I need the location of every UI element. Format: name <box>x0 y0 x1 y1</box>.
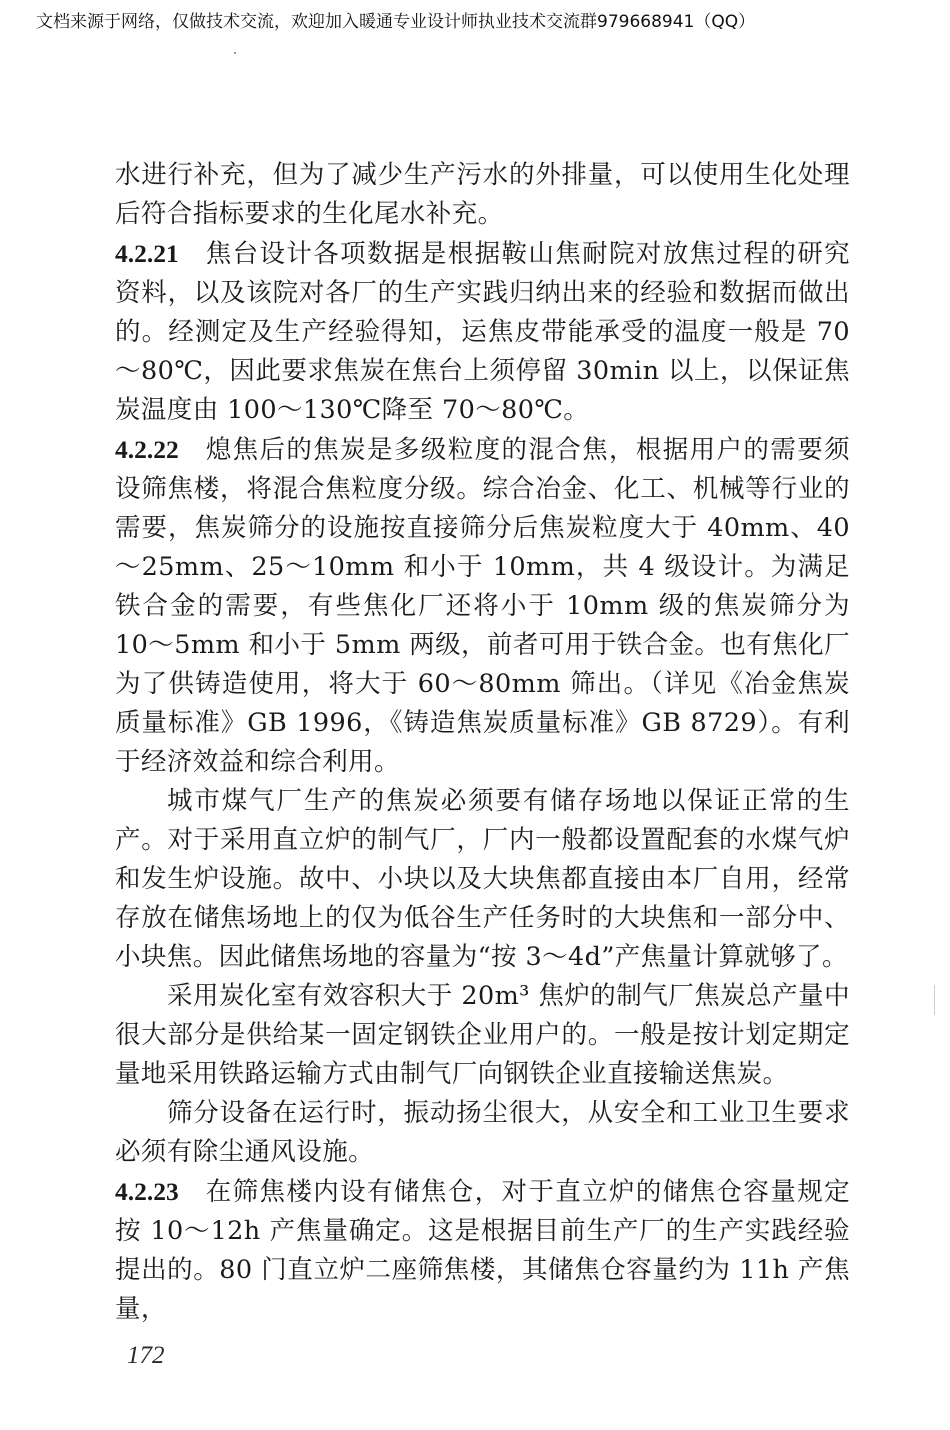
scan-speck <box>234 52 236 54</box>
paragraph-coke-storage <box>115 782 850 977</box>
clause-4-2-21 <box>115 234 850 430</box>
paragraph-coke-transport <box>115 977 850 1094</box>
clause-4-2-23 <box>115 1172 850 1329</box>
clause-number: 4.2.21 <box>115 239 179 268</box>
clause-4-2-22 <box>115 430 850 782</box>
clause-number: 4.2.22 <box>115 435 179 464</box>
paragraph-text: 焦台设计各项数据是根据鞍山焦耐院对放焦过程的研究资料，以及该院对各厂的生产实践归纳出来的经验和数据而做出的。经测定及生产经验得知，运焦皮带能承受的温度一般是 70～80℃，因此要求焦炭在焦台上须停留 30min 以上，以保证焦炭温度由 100～130℃降至 70～80℃。 <box>115 239 850 425</box>
paragraph-text: 熄焦后的焦炭是多级粒度的混合焦，根据用户的需要须设筛焦楼，将混合焦粒度分级。综合冶金、化工、机械等行业的需要，焦炭筛分的设施按直接筛分后焦炭粒度大于 40mm、40～25mm、25～10mm 和小于 10mm，共 4 级设计。为满足铁合金的需要，有些焦化厂还将小于 10mm 级的焦炭筛分为 10～5mm 和小于 5mm 两级，前者可用于铁合金。也有焦化厂为了供铸造使用，将大于 60～80mm 筛出。（详见《冶金焦炭质量标准》GB 1996，《铸造焦炭质量标准》GB 8729）。有利于经济效益和综合利用。 <box>115 435 850 777</box>
scan-edge-mark <box>934 985 935 1015</box>
page-number: 172 <box>127 1342 165 1369</box>
paragraph-text: 在筛焦楼内设有储焦仓，对于直立炉的储焦仓容量规定按 10～12h 产焦量确定。这是根据目前生产厂的生产实践经验提出的。80 门直立炉二座筛焦楼，其储焦仓容量约为 11h 产焦量， <box>115 1177 850 1324</box>
paragraph-continuation <box>115 156 850 234</box>
paragraph-text: 水进行补充，但为了减少生产污水的外排量，可以使用生化处理后符合指标要求的生化尾水补充。 <box>115 160 850 229</box>
page-body <box>115 156 850 1329</box>
watermark-header: 文档来源于网络，仅做技术交流，欢迎加入暖通专业设计师执业技术交流群979668941（QQ） <box>36 12 756 32</box>
paragraph-text: 采用炭化室有效容积大于 20m³ 焦炉的制气厂焦炭总产量中很大部分是供给某一固定钢铁企业用户的。一般是按计划定期定量地采用铁路运输方式由制气厂向钢铁企业直接输送焦炭。 <box>115 981 850 1089</box>
paragraph-dust-removal <box>115 1094 850 1172</box>
clause-number: 4.2.23 <box>115 1177 179 1206</box>
paragraph-text: 城市煤气厂生产的焦炭必须要有储存场地以保证正常的生产。对于采用直立炉的制气厂，厂内一般都设置配套的水煤气炉和发生炉设施。故中、小块以及大块焦都直接由本厂自用，经常存放在储焦场地上的仅为低谷生产任务时的大块焦和一部分中、小块焦。因此储焦场地的容量为“按 3～4d”产焦量计算就够了。 <box>115 786 850 972</box>
paragraph-text: 筛分设备在运行时，振动扬尘很大，从安全和工业卫生要求必须有除尘通风设施。 <box>115 1098 850 1167</box>
